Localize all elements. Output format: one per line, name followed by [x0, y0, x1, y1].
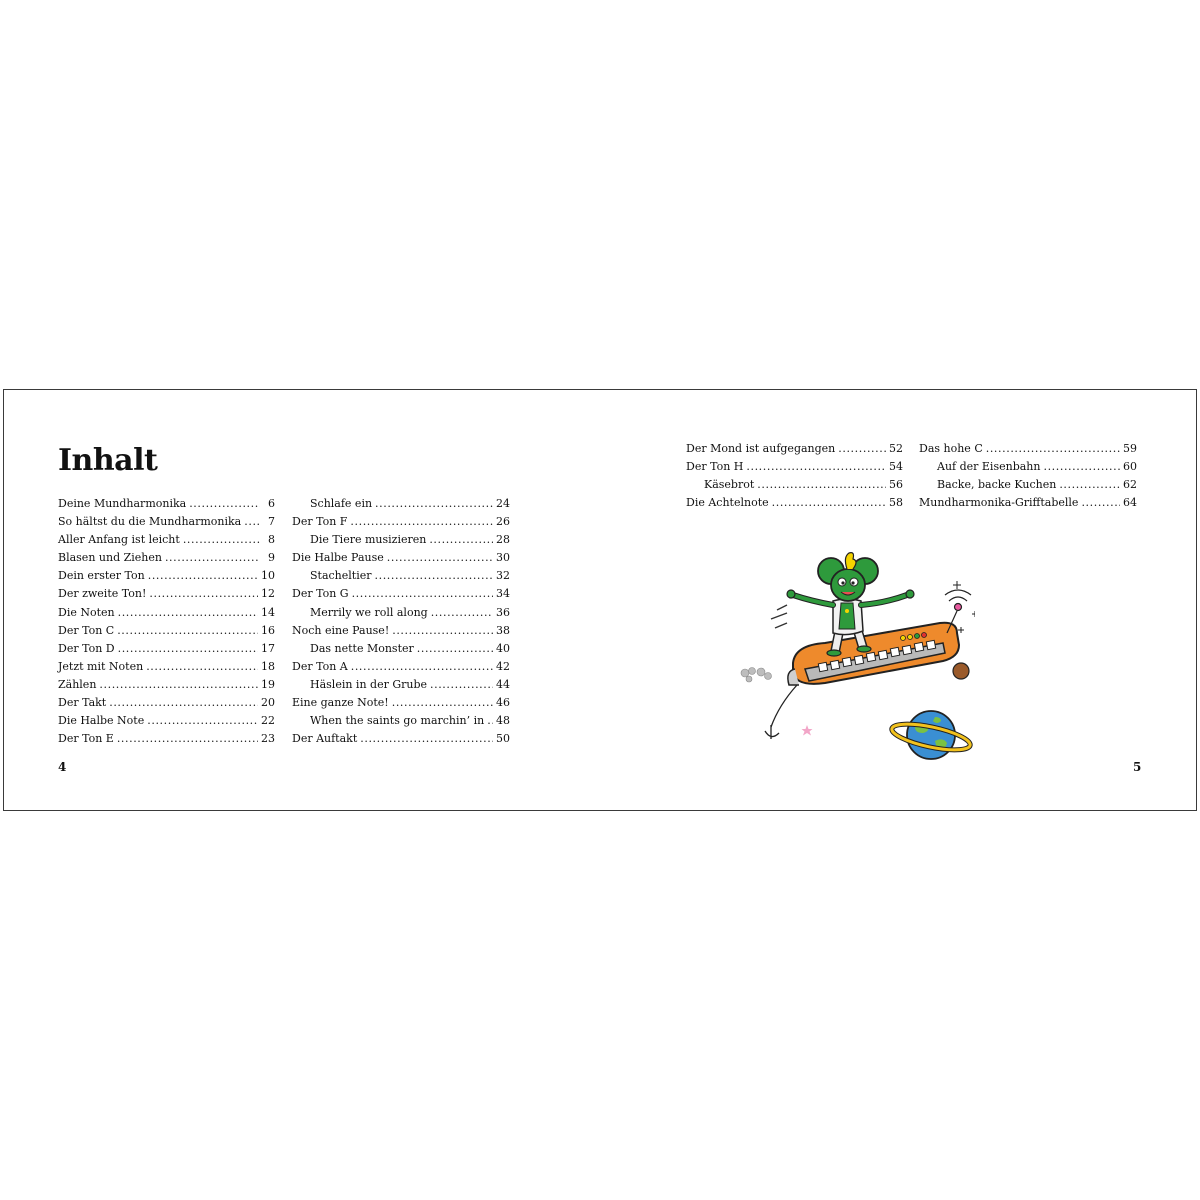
toc-entry-page: 14 — [261, 605, 275, 619]
toc-entry-title: Die Halbe Pause — [292, 551, 384, 565]
toc-entry-page: 42 — [496, 659, 510, 673]
toc-entry-page: 22 — [261, 714, 275, 728]
toc-entry-title: Merrily we roll along — [310, 605, 428, 619]
toc-entry-title: So hältst du die Mundharmonika — [58, 515, 242, 529]
toc-dot-leader — [392, 624, 493, 637]
toc-dot-leader — [757, 478, 886, 491]
toc-entry-title: Deine Mundharmonika — [58, 497, 187, 510]
toc-entry — [919, 478, 1137, 496]
toc-column-right-2 — [919, 442, 1137, 514]
toc-dot-leader — [350, 515, 493, 528]
toc-entry-title: Jetzt mit Noten — [58, 659, 144, 673]
toc-entry-title: Die Noten — [58, 605, 115, 619]
toc-dot-leader — [429, 533, 493, 546]
toc-dot-leader — [1081, 496, 1120, 509]
toc-entry-title: Backe, backe Kuchen — [937, 478, 1057, 492]
harmonica — [788, 623, 959, 685]
toc-entry — [58, 533, 275, 551]
toc-entry — [58, 551, 275, 569]
toc-dot-leader — [360, 732, 493, 745]
toc-entry-title: Schlafe ein — [310, 497, 373, 510]
toc-entry-title: Auf der Eisenbahn — [937, 460, 1041, 474]
toc-entry — [686, 442, 903, 460]
toc-entry-page: 6 — [268, 497, 275, 510]
toc-column-left-2 — [292, 497, 510, 750]
toc-entry — [292, 696, 510, 714]
toc-entry-page: 10 — [261, 569, 275, 583]
toc-dot-leader — [118, 606, 258, 619]
toc-dot-leader — [244, 515, 260, 528]
toc-entry-title: Der Ton H — [686, 460, 744, 474]
toc-entry-title: Noch eine Pause! — [292, 623, 390, 637]
toc-entry — [686, 496, 903, 514]
toc-entry-page: 38 — [496, 623, 510, 637]
toc-dot-leader — [99, 678, 258, 691]
toc-dot-leader — [1059, 478, 1120, 491]
toc-entry — [292, 678, 510, 696]
toc-entry-title: Der Auftakt — [292, 732, 358, 746]
toc-entry — [58, 587, 275, 605]
toc-entry-page: 16 — [261, 623, 275, 637]
toc-entry-title: Das nette Monster — [310, 641, 414, 655]
toc-entry — [292, 533, 510, 551]
toc-entry — [686, 478, 903, 496]
toc-dot-leader — [189, 497, 260, 510]
toc-entry — [292, 587, 510, 605]
toc-entry-title: Blasen und Ziehen — [58, 551, 162, 565]
toc-entry — [292, 714, 510, 732]
toc-dot-leader — [1043, 460, 1120, 473]
toc-entry-title: Der Ton D — [58, 641, 115, 655]
toc-entry-page: 9 — [268, 551, 275, 565]
toc-entry-title: Die Tiere musizieren — [310, 533, 427, 547]
toc-dot-leader — [375, 569, 494, 582]
toc-entry-title: Stacheltier — [310, 569, 372, 583]
toc-entry-title: Die Achtelnote — [686, 496, 769, 510]
toc-entry — [292, 497, 510, 515]
toc-entry-page: 62 — [1123, 478, 1137, 492]
page-number-right: 5 — [1133, 760, 1142, 774]
toc-entry-page: 59 — [1123, 442, 1137, 455]
toc-dot-leader — [165, 551, 260, 564]
toc-entry-title: Der Ton E — [58, 732, 114, 746]
toc-entry-page: 56 — [889, 478, 903, 492]
toc-entry-title: Der Ton G — [292, 587, 349, 601]
toc-entry-page: 36 — [496, 605, 510, 619]
toc-entry — [292, 551, 510, 569]
toc-entry-title: Zählen — [58, 677, 97, 691]
toc-entry-page: 54 — [889, 460, 903, 474]
toc-entry-title: Häslein in der Grube — [310, 677, 428, 691]
toc-entry-page: 23 — [261, 732, 275, 746]
page-title: Inhalt — [58, 443, 158, 478]
toc-entry-page: 52 — [889, 442, 903, 455]
toc-dot-leader — [147, 714, 258, 727]
toc-entry — [58, 732, 275, 750]
toc-dot-leader — [118, 642, 258, 655]
toc-entry-page: 60 — [1123, 460, 1137, 474]
toc-entry-page: 8 — [268, 533, 275, 547]
toc-dot-leader — [772, 496, 886, 509]
toc-entry — [919, 496, 1137, 514]
toc-dot-leader — [746, 460, 886, 473]
toc-entry-title: Der Ton F — [292, 515, 348, 529]
toc-entry-page: 50 — [496, 732, 510, 746]
toc-entry-title: Käsebrot — [704, 478, 755, 492]
toc-entry-page: 40 — [496, 641, 510, 655]
toc-entry — [292, 569, 510, 587]
toc-entry — [58, 642, 275, 660]
toc-entry-page: 46 — [496, 696, 510, 710]
planet-icon — [890, 711, 972, 759]
toc-dot-leader — [487, 714, 493, 727]
toc-entry-title: Eine ganze Note! — [292, 696, 389, 710]
toc-entry-page: 64 — [1123, 496, 1137, 510]
toc-entry-title: Dein erster Ton — [58, 569, 145, 583]
toc-entry-page: 32 — [496, 569, 510, 583]
toc-dot-leader — [351, 660, 493, 673]
meteor-icon — [953, 663, 969, 679]
toc-entry-title: Der Ton A — [292, 659, 348, 673]
toc-entry-title: Der Ton C — [58, 623, 115, 637]
toc-dot-leader — [148, 569, 258, 582]
toc-dot-leader — [117, 732, 258, 745]
toc-entry — [292, 732, 510, 750]
toc-dot-leader — [430, 678, 493, 691]
toc-entry-page: 7 — [268, 515, 275, 529]
toc-entry — [58, 606, 275, 624]
toc-dot-leader — [117, 624, 258, 637]
toc-entry-title: Das hohe C — [919, 442, 983, 455]
toc-entry-page: 34 — [496, 587, 510, 601]
toc-entry-title: Mundharmonika-Grifftabelle — [919, 496, 1079, 510]
anchor-icon — [765, 685, 797, 739]
toc-dot-leader — [838, 442, 886, 455]
toc-column-left-1 — [58, 497, 275, 750]
toc-entry — [58, 678, 275, 696]
toc-entry — [292, 624, 510, 642]
page-number-left: 4 — [58, 760, 67, 774]
toc-dot-leader — [375, 497, 493, 510]
toc-entry — [58, 624, 275, 642]
toc-entry-title: Der Takt — [58, 696, 107, 710]
toc-entry-page: 26 — [496, 515, 510, 529]
toc-column-right-1 — [686, 442, 903, 514]
toc-entry — [58, 660, 275, 678]
toc-entry-page: 44 — [496, 677, 510, 691]
toc-entry-page: 30 — [496, 551, 510, 565]
toc-entry — [919, 460, 1137, 478]
exhaust-puffs — [741, 668, 772, 683]
speed-lines — [771, 605, 787, 628]
toc-entry — [58, 696, 275, 714]
toc-dot-leader — [431, 606, 493, 619]
toc-dot-leader — [392, 696, 493, 709]
toc-entry-title: Der zweite Ton! — [58, 587, 147, 601]
toc-entry — [292, 642, 510, 660]
toc-dot-leader — [352, 587, 493, 600]
toc-entry — [58, 497, 275, 515]
toc-entry-page: 58 — [889, 496, 903, 510]
toc-dot-leader — [109, 696, 258, 709]
toc-dot-leader — [149, 587, 258, 600]
toc-entry-page: 20 — [261, 696, 275, 710]
toc-entry-page: 17 — [261, 641, 275, 655]
toc-dot-leader — [417, 642, 493, 655]
toc-entry-title: Die Halbe Note — [58, 714, 145, 728]
toc-dot-leader — [183, 533, 260, 546]
toc-entry — [686, 460, 903, 478]
toc-entry — [292, 660, 510, 678]
toc-dot-leader — [986, 442, 1120, 455]
toc-entry — [292, 606, 510, 624]
toc-entry — [58, 569, 275, 587]
toc-entry-title: When the saints go marchin’ in — [310, 714, 485, 728]
toc-entry — [292, 515, 510, 533]
toc-entry-page: 48 — [496, 714, 510, 728]
toc-entry-page: 28 — [496, 533, 510, 547]
toc-dot-leader — [146, 660, 258, 673]
toc-entry — [58, 714, 275, 732]
toc-entry — [58, 515, 275, 533]
toc-entry — [919, 442, 1137, 460]
toc-dot-leader — [387, 551, 493, 564]
toc-entry-page: 18 — [261, 659, 275, 673]
toc-entry-title: Aller Anfang ist leicht — [58, 533, 180, 547]
toc-entry-page: 12 — [261, 587, 275, 601]
mouse-harmonica-illustration — [735, 545, 975, 780]
toc-entry-title: Der Mond ist aufgegangen — [686, 442, 836, 455]
toc-entry-page: 24 — [496, 497, 510, 510]
toc-entry-page: 19 — [261, 677, 275, 691]
